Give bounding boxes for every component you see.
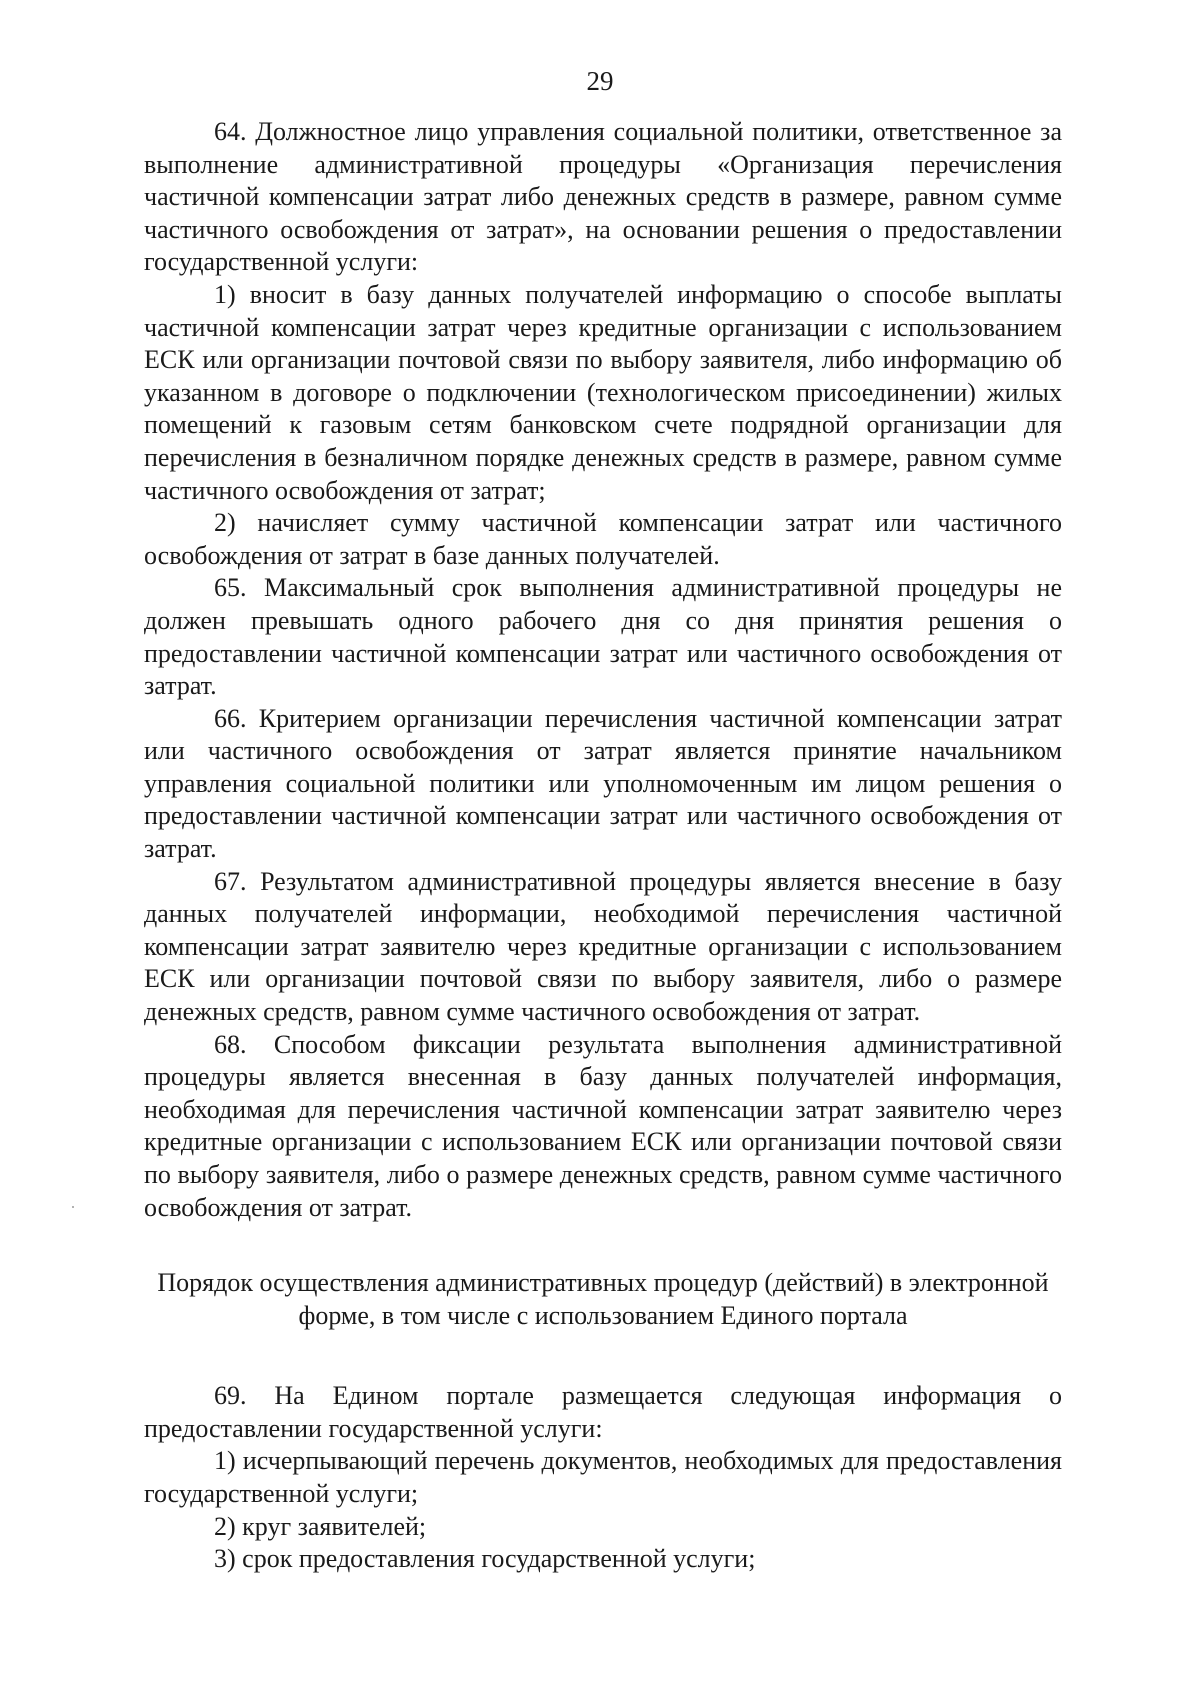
document-body xyxy=(144,116,1062,1576)
scan-speck xyxy=(72,1206,74,1208)
paragraph-64-item-2: 2) начисляет сумму частичной компенсации затрат или частичного освобождения от затрат в базе данных получателей. xyxy=(144,508,1062,570)
paragraph-65: 65. Максимальный срок выполнения административной процедуры не должен превышать одного рабочего дня со дня принятия решения о предоставлении частичной компенсации затрат или частичного освобождения от затрат. xyxy=(144,573,1062,701)
paragraph-67: 67. Результатом административной процедуры является внесение в базу данных получателей информации, необходимой перечисления частичной компенсации затрат заявителю через кредитные организации с использованием ЕСК или организации почтовой связи по выбору заявителя, либо о размере денежных средств, равном сумме частичного освобождения от затрат. xyxy=(144,866,1062,1027)
paragraph-64: 64. Должностное лицо управления социальной политики, ответственное за выполнение административной процедуры «Организация перечисления частичной компенсации затрат либо денежных средств в размере, равном сумме частичного освобождения от затрат», на основании решения о предоставлении государственной услуги: xyxy=(144,117,1062,277)
paragraph-69-item-3: 3) срок предоставления государственной услуги; xyxy=(214,1544,756,1574)
paragraph-68: 68. Способом фиксации результата выполнения административной процедуры является внесенная в базу данных получателей информация, необходимая для перечисления частичной компенсации затрат заявителю через кредитные организации с использованием ЕСК или организации почтовой связи по выбору заявителя, либо о размере денежных средств, равном сумме частичного освобождения от затрат. xyxy=(144,1029,1062,1222)
paragraph-69-item-1: 1) исчерпывающий перечень документов, необходимых для предоставления государственной услуги; xyxy=(144,1446,1062,1508)
paragraph-69: 69. На Едином портале размещается следующая информация о предоставлении государственной услуги: xyxy=(144,1381,1062,1443)
section-heading xyxy=(144,1266,1062,1332)
section-heading-line-2: форме, в том числе с использованием Единого портала xyxy=(298,1301,908,1331)
section-heading-line-1: Порядок осуществления административных процедур (действий) в электронной xyxy=(157,1268,1049,1298)
paragraph-69-item-2: 2) круг заявителей; xyxy=(214,1511,427,1541)
page-number: 29 xyxy=(586,66,614,96)
paragraph-66: 66. Критерием организации перечисления частичной компенсации затрат или частичного освобождения от затрат является принятие начальником управления социальной политики или уполномоченным им лицом решения о предоставлении частичной компенсации затрат или частичного освобождения от затрат. xyxy=(144,703,1062,864)
paragraph-64-item-1: 1) вносит в базу данных получателей информацию о способе выплаты частичной компенсации затрат через кредитные организации с использованием ЕСК или организации почтовой связи по выбору заявителя, либо информацию об указанном в договоре о подключении (технологическом присоединении) жилых помещений к газовым сетям банковском счете подрядной организации для перечисления в безналичном порядке денежных средств в размере, равном сумме частичного освобождения от затрат; xyxy=(144,279,1062,505)
